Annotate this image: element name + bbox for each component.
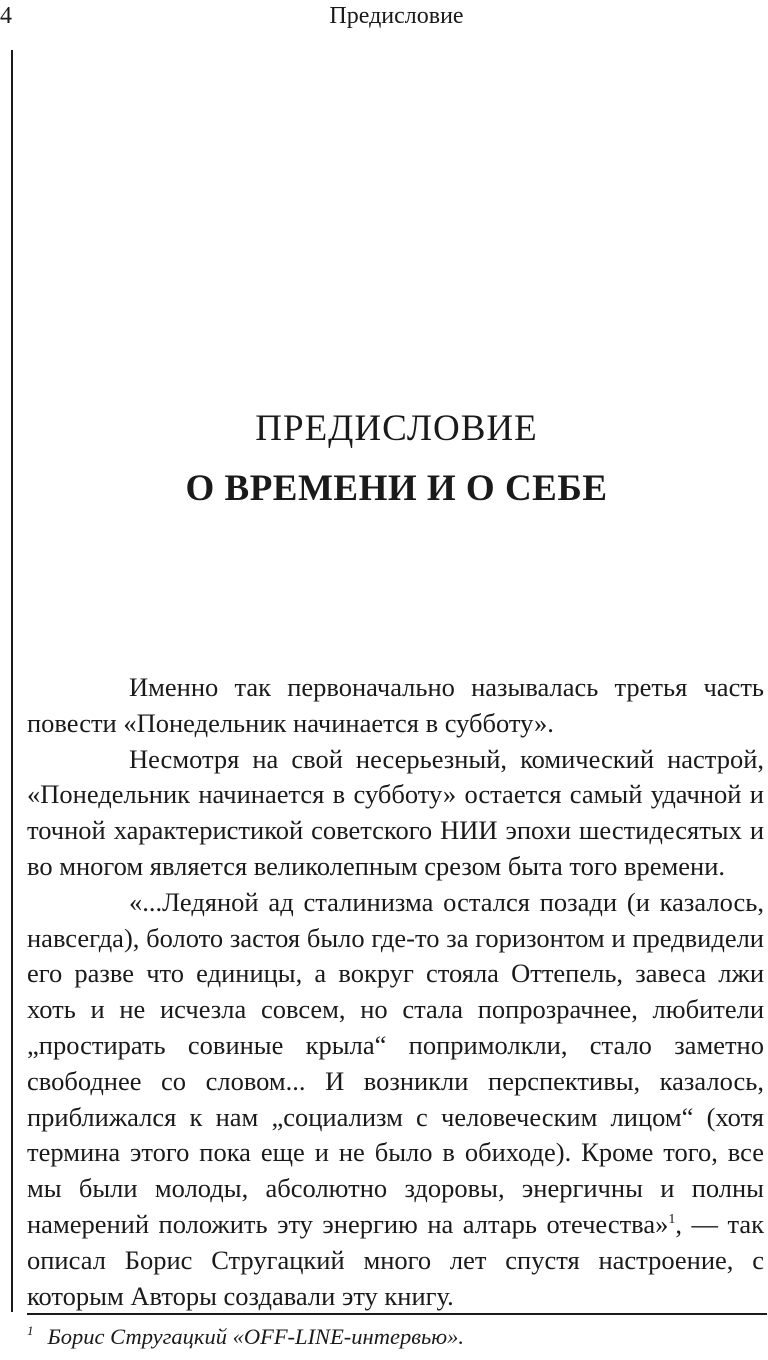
footnote-rule — [27, 1313, 767, 1315]
chapter-title: О ВРЕМЕНИ И О СЕБЕ — [185, 467, 608, 509]
margin-rule — [11, 50, 13, 1312]
page-number: 4 — [0, 3, 12, 29]
paragraph: Именно так первоначально называлась третья часть повести «Понедельник начинается в субботу». — [27, 672, 764, 738]
footnote-number: 1 — [27, 1323, 34, 1338]
paragraph-text-tail: , — так описал Борис Стругацкий много лет спустя настроение, с которым Авторы создавали эту книгу. — [27, 1208, 764, 1311]
paragraph — [27, 885, 764, 1315]
footnote-reference[interactable]: 1 — [668, 1211, 676, 1227]
body-text — [27, 670, 764, 1314]
paragraph: Несмотря на свой несерьезный, комический настрой, «Понедельник начинается в субботу» остается самый удачной и точной характеристикой советского НИИ эпохи шестидесятых и во многом является великолепным срезом быта того времени. — [27, 743, 764, 881]
footnote — [27, 1322, 767, 1352]
running-head: Предисловие — [329, 3, 464, 29]
paragraph-text: «...Ледяной ад сталинизма остался позади (и казалось, навсегда), болото застоя было где-то за горизонтом и предвидели его разве что единицы, а вокруг стояла Оттепель, завеса лжи хоть и не исчезла совсем, но стала попрозрачнее, любители „простирать совиные крыла“ попримолкли, стало заметно свободнее со словом... И возникли перспективы, казалось, приближался к нам „социализм с человеческим лицом“ (хотя термина этого пока еще и не было в обиходе). Кроме того, все мы были молоды, абсолютно здоровы, энергичны и полны намерений положить эту энергию на алтарь отечества» — [27, 886, 764, 1239]
chapter-label: ПРЕДИСЛОВИЕ — [255, 407, 538, 449]
footnote-text: Борис Стругацкий «OFF-LINE-интервью». — [47, 1324, 464, 1349]
